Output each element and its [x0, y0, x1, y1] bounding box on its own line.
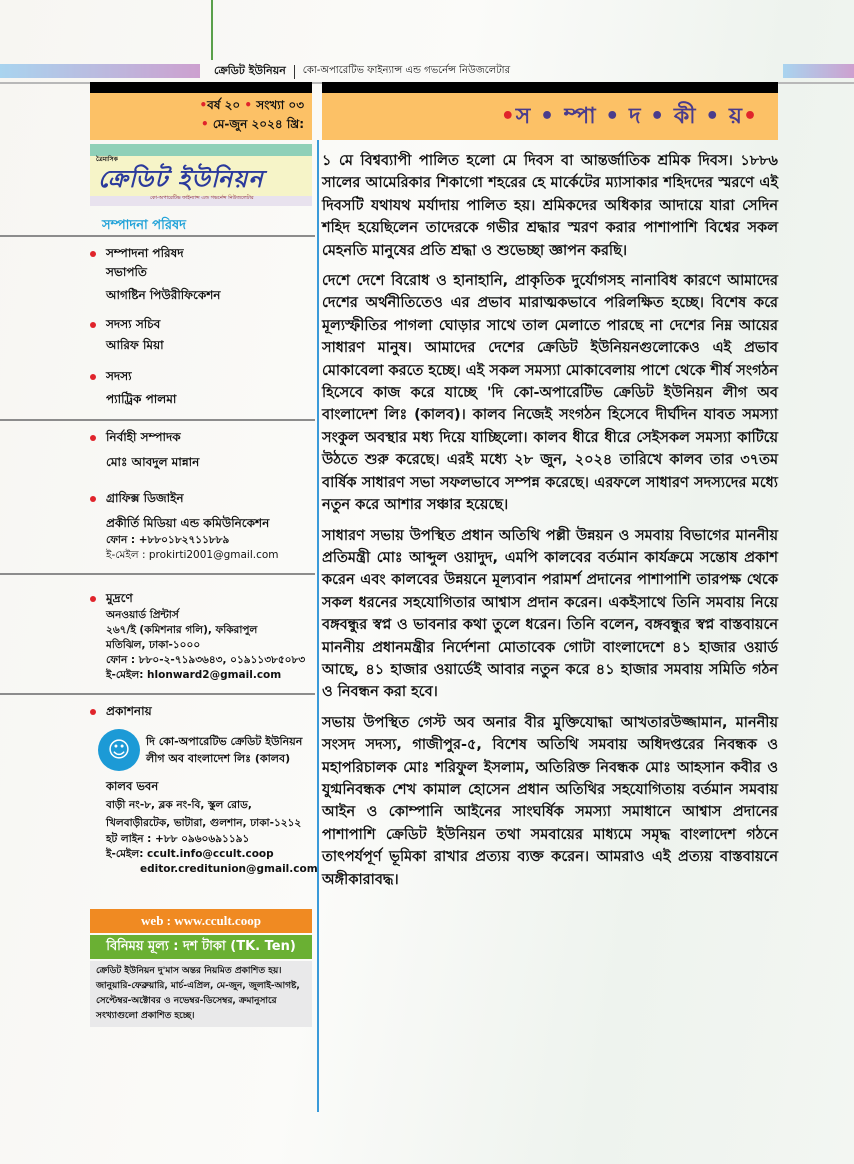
publisher-section: প্রকাশনায় ☺ দি কো-অপারেটিভ ক্রেডিট ইউনিয়ন লীগ অব বাংলাদেশ লিঃ (কালব) কালব ভবন বাড়ী নং-৮, ব্লক নং-বি, স্কুল রোড, খিলবাড়ীরটেক, ভাটারা, গুলশান, ঢাকা-১২১২ হট লাইন : +৮৮ ০৯৬০৬৯১১৯১ ই-মেইল: ccult.info@ccult.coop editor.creditunion@gmail.com: [90, 695, 312, 887]
publication-frequency: ক্রেডিট ইউনিয়ন দু'মাস অন্তর নিয়মিত প্রকাশিত হয়। জানুয়ারি-ফেব্রুয়ারি, মার্চ-এপ্রিল, মে-জুন, জুলাই-আগষ্ট, সেপ্টেম্বর-অক্টোবর ও নভেম্বর-ডিসেম্বর, ক্রমানুসারে সংখ্যাগুলো প্রকাশিত হচ্ছে।: [90, 961, 312, 1027]
sidebar-top-bar: [90, 82, 312, 93]
header-color-bar-left: [0, 64, 200, 78]
magazine-logo: ত্রৈমাসিক ক্রেডিট ইউনিয়ন কো-অপারেটিভ ফাইন্যান্স এন্ড গভর্নেন্স নিউজলেটার: [90, 144, 312, 206]
page-title: •স • ম্পা • দ • কী • য়•: [500, 104, 758, 129]
executive-editor-section: নির্বাহী সম্পাদক মোঃ আবদুল মান্নান: [90, 421, 312, 482]
year-number: বর্ষ ২০: [207, 98, 241, 112]
divider: [294, 65, 295, 79]
website-link[interactable]: web : www.ccult.coop: [90, 909, 312, 933]
paragraph: সাধারণ সভায় উপস্থিত প্রধান অতিথি পল্লী উন্নয়ন ও সমবায় বিভাগের মাননীয় প্রতিমন্ত্রী মোঃ আব্দুল ওয়াদুদ, এমপি কালবের বর্তমান কার্যক্রমে সন্তোষ প্রকাশ করেন এবং কালবের উন্নয়নে মূল্যবান পরামর্শ প্রদানের পাশাপাশি তারপক্ষ থেকে সকল ধরনের সহযোগিতার আশ্বাস প্রদান করেন। একইসাথে তিনি সমবায় নিয়ে বঙ্গবন্ধুর স্বপ্ন ও ভাবনার কথা তুলে ধরেন। তিনি বলেন, বঙ্গবন্ধুর স্বপ্ন বাস্তবায়নে মাননীয় প্রধানমন্ত্রীর নির্দেশনা মোতাবেক গোটা বাংলাদেশে ৪১ হাজার ওয়ার্ড আছে, ৪১ হাজার ওয়ার্ডেই আবার নতুন করে ৪১ হাজার সমবায় সমিতি গঠন ও নিবন্ধন করা হবে।: [322, 527, 778, 701]
publication-name: ক্রেডিট ইউনিয়ন: [214, 64, 286, 77]
tagline: কো-অপারেটিভ ফাইন্যান্স এন্ড গভর্নেন্স নিউজলেটার: [302, 65, 511, 76]
column-divider: [317, 140, 319, 1112]
ccult-emblem-icon: ☺: [98, 729, 140, 771]
price-label: বিনিময় মূল্য : দশ টাকা (TK. Ten): [90, 935, 312, 959]
paragraph: ১ মে বিশ্বব্যাপী পালিত হলো মে দিবস বা আন্তর্জাতিক শ্রমিক দিবস। ১৮৮৬ সালের আমেরিকার শিকাগো শহরের হে মার্কেটের ম্যাসাকার শহিদদের স্মরণে এই দিবসটি যথাযথ মর্যাদায় পালিত হয়। শ্রমিকদের অধিকার আদায়ে যারা সেদিন শহিদ হয়েছিলেন তাদেরকে গভীর শ্রদ্ধার স্মরণ করার পাশাপাশি বিশ্বের সকল মেহনতি মানুষের প্রতি শ্রদ্ধা ও শুভেচ্ছা জ্ঞাপন করছি।: [322, 153, 778, 259]
header-rule: [211, 0, 213, 60]
issue-info: •বর্ষ ২০ • সংখ্যা ০৩ • মে-জুন ২০২৪ খ্রি:: [199, 98, 304, 131]
graphics-section: গ্রাফিক্স ডিজাইন প্রকীর্তি মিডিয়া এন্ড কমিউনিকেশন ফোন : +৮৮০১৮২৭১১৮৮৯ ই-মেইল : prokirti2001@gmail.com: [90, 482, 312, 573]
board-section: সম্পাদনা পরিষদ সভাপতি আগষ্টিন পিউরীফিকেশন সদস্য সচিব আরিফ মিয়া সদস্য প্যাট্রিক পালমা: [90, 237, 312, 419]
issue-period: মে-জুন ২০২৪ খ্রি:: [212, 117, 304, 131]
issue-number: সংখ্যা ০৩: [256, 98, 304, 112]
sidebar: [0, 144, 318, 1027]
header-color-bar-right: [783, 64, 854, 78]
editorial-body: [322, 150, 778, 899]
running-header: [214, 62, 779, 81]
publisher-org: ☺ দি কো-অপারেটিভ ক্রেডিট ইউনিয়ন লীগ অব বাংলাদেশ লিঃ (কালব): [98, 729, 312, 771]
paragraph: সভায় উপস্থিত গেস্ট অব অনার বীর মুক্তিযোদ্ধা আখতারউজ্জামান, মাননীয় সংসদ সদস্য, গাজীপুর-৫, বিশেষ অতিথি সমবায় অধিদপ্তরের নিবন্ধক ও মহাপরিচালক মোঃ শরিফুল ইসলাম, অতিরিক্ত নিবন্ধক মোঃ আহসান কবীর ও যুগ্মনিবন্ধক শেখ কামাল হোসেন প্রধান অতিথির সহযোগিতায় বর্তমান সমবায় আইন ও কোম্পানি আইনের সাংঘর্ষিক সমস্যা সমাধানে আশ্বাস প্রদানের পাশাপাশি ক্রেডিট ইউনিয়ন তথা সমবায়ের মাধ্যমে সমৃদ্ধ বাংলাদেশ গঠনে তাৎপর্যপূর্ণ ভূমিকা রাখার প্রত্যয় ব্যক্ত করেন। আমরাও এই প্রত্যয় বাস্তবায়নে অঙ্গীকারাবদ্ধ।: [322, 714, 778, 888]
printing-section: মুদ্রণে অনওয়ার্ড প্রিন্টার্স ২৬৭/ই (কমিশনার গলি), ফকিরাপুল মতিঝিল, ঢাকা-১০০০ ফোন : ৮৮০-২-৭১৯৩৬৪৩, ০১৯১১৩৮৫০৮৩ ই-মেইল: hlonward2@gmail.com: [90, 575, 312, 693]
editorial-board-heading: সম্পাদনা পরিষদ: [102, 218, 186, 233]
paragraph: দেশে দেশে বিরোধ ও হানাহানি, প্রাকৃতিক দুর্যোগসহ নানাবিধ কারণে আমাদের দেশের অর্থনীতিতেও এর প্রভাব মারাত্মকভাবে পরিলক্ষিত হচ্ছে। বিশেষ করে মূল্যস্ফীতির পাগলা ঘোড়ার সাথে তাল মেলাতে পারছে না দেশের নিম্ন আয়ের সাধারণ মানুষ। আমাদের দেশের ক্রেডিট ইউনিয়নগুলোকেও এই প্রভাব মোকাবেলা করতে হচ্ছে। এই সকল সমস্যা মোকাবেলায় পাশে থেকে শীর্ষ সংগঠন হিসেবে কাজ করে যাচ্ছে 'দি কো-অপারেটিভ ক্রেডিট ইউনিয়ন লীগ অব বাংলাদেশ লিঃ (কালব)। কালব নিজেই সংগঠন হিসেবে দীর্ঘদিন যাবত সমস্যা সংকুল অবস্থার মধ্য দিয়ে যাচ্ছিলো। কালব ধীরে ধীরে সেইসকল সমস্যা কাটিয়ে উঠতে শুরু করেছে। এরই মধ্যে ২৮ জুন, ২০২৪ তারিখে কালব তার ৩৭তম বার্ষিক সাধারণ সভা সফলভাবে সম্পন্ন করেছে। এরফলে সাধারণ সদস্যদের মধ্যে নতুন করে আশার সঞ্চার হয়েছে।: [322, 273, 778, 514]
main-top-bar: [322, 82, 778, 93]
